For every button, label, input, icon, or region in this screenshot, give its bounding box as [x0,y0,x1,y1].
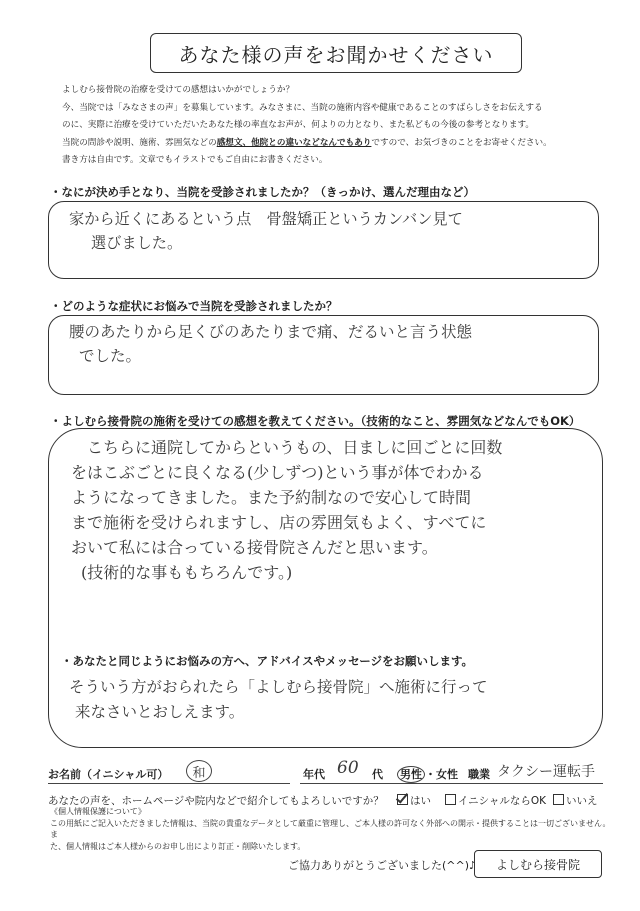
answer-1-line: 選びました。 [91,234,183,252]
answer-2-line: 腰のあたりから足くびのあたりまで痛、だるいと言う状態 [69,323,473,341]
consent-question: あなたの声を、ホームページや院内などで紹介してもよろしいですか？ [48,795,384,807]
answer-3-line: をはこぶごとに良くなる(少しずつ)という事が体でわかる [71,463,484,482]
question-1-label: ・なにが決め手となり、当院を受診されましたか？（きっかけ、選んだ理由など） [50,185,476,199]
privacy-heading: 《個人情報保護について》 [50,807,146,816]
page-title-text: あなた様の声をお聞かせください [178,42,494,67]
question-3-label: ・よしむら接骨院の施術を受けての感想を教えてください。（技術的なこと、雰囲気などなんでもOK） [50,414,581,428]
name-underline [48,783,290,784]
question-2-label: ・どのような症状にお悩みで当院を受診されましたか？ [50,299,338,313]
answer-3-line: (技術的な事ももちろんです。) [81,563,293,582]
checkbox-icon[interactable] [445,794,456,805]
answer-4-line: 来なさいとおしえます。 [75,703,245,721]
answer-3-line: こちらに通院してからというもの、日ましに回ごとに回数 [87,438,503,457]
intro-line [62,135,622,153]
thanks-message: ご協力ありがとうございました(^^)♪ [288,859,477,872]
question-4-label: ・あなたと同じようにお悩みの方へ、アドバイスやメッセージをお願いします。 [61,654,474,668]
checkbox-checked-icon[interactable] [397,794,408,805]
gender-female-option[interactable]: 女性 [436,768,458,781]
intro-line-part: ですので、お気づきのことをお寄せください。 [371,137,552,148]
gender-male-option[interactable]: 男性 [397,766,425,783]
clinic-name: よしむら接骨院 [495,857,580,872]
checkbox-icon[interactable] [553,794,564,805]
intro-line: のに、実際に治療を受けていただいたあなた様の率直なお声が、何よりの力となり、また私どもの今後の参考となります。 [62,120,534,131]
gender-selector[interactable] [397,766,458,782]
privacy-notice [50,806,615,852]
intro-line: 今、当院では「みなさまの声」を募集しています。みなさまに、当院の施術内容や健康であることのすばらしさをお伝えする [62,102,543,113]
intro-line: 書き方は自由です。文章でもイラストでもご自由にお書きください。 [62,155,328,166]
job-label: 職業 [468,768,490,781]
intro-text [62,82,622,170]
page-title [150,33,522,73]
answer-1-line: 家から近くにあるという点 骨盤矯正というカンバン見て [69,210,463,228]
clinic-name-box [474,850,602,878]
job-value[interactable]: タクシー運転手 [497,764,595,780]
answer-box-3[interactable] [48,428,603,748]
answer-3-line: まで施術を受けられますし、店の雰囲気もよく、すべてに [71,513,487,532]
answer-box-2[interactable] [48,315,599,395]
age-label: 年代 [303,768,325,781]
answer-3-line: おいて私には合っている接骨院さんだと思います。 [71,538,438,557]
privacy-line: た、個人情報はご本人様からのお申し出により訂正・削除いたします。 [50,841,306,851]
answer-3-line: ようになってきました。また予約制なので安心して時間 [71,488,472,507]
name-value-text: 和 [192,765,206,781]
age-suffix: 代 [372,768,383,781]
answer-4-line: そういう方がおられたら「よしむら接骨院」へ施術に行って [69,678,488,696]
answer-2-line: でした。 [79,347,142,365]
privacy-line: この用紙にご記入いただきました情報は、当院の貴重なデータとして厳重に管理し、ご本人様の許可なく外部への開示・提供することは一切ございません。ま [50,818,611,839]
consent-yes-label: はい [410,795,431,807]
name-value[interactable] [186,760,212,782]
answer-box-1[interactable] [48,201,599,279]
intro-highlight: 感想文、他院との違いなどなんでもあり [216,137,372,148]
details-underline [300,783,603,784]
consent-initial-label: イニシャルならOK [458,795,547,807]
intro-line: よしむら接骨院の治療を受けての感想はいかがでしょうか？ [62,85,295,95]
intro-line-part: 当院の問診や説明、施術、雰囲気などの [62,137,217,148]
gender-separator: ・ [425,768,436,781]
age-value[interactable]: 60 [337,758,359,778]
name-label: お名前（イニシャル可） [48,768,169,781]
consent-no-label: いいえ [566,795,598,807]
